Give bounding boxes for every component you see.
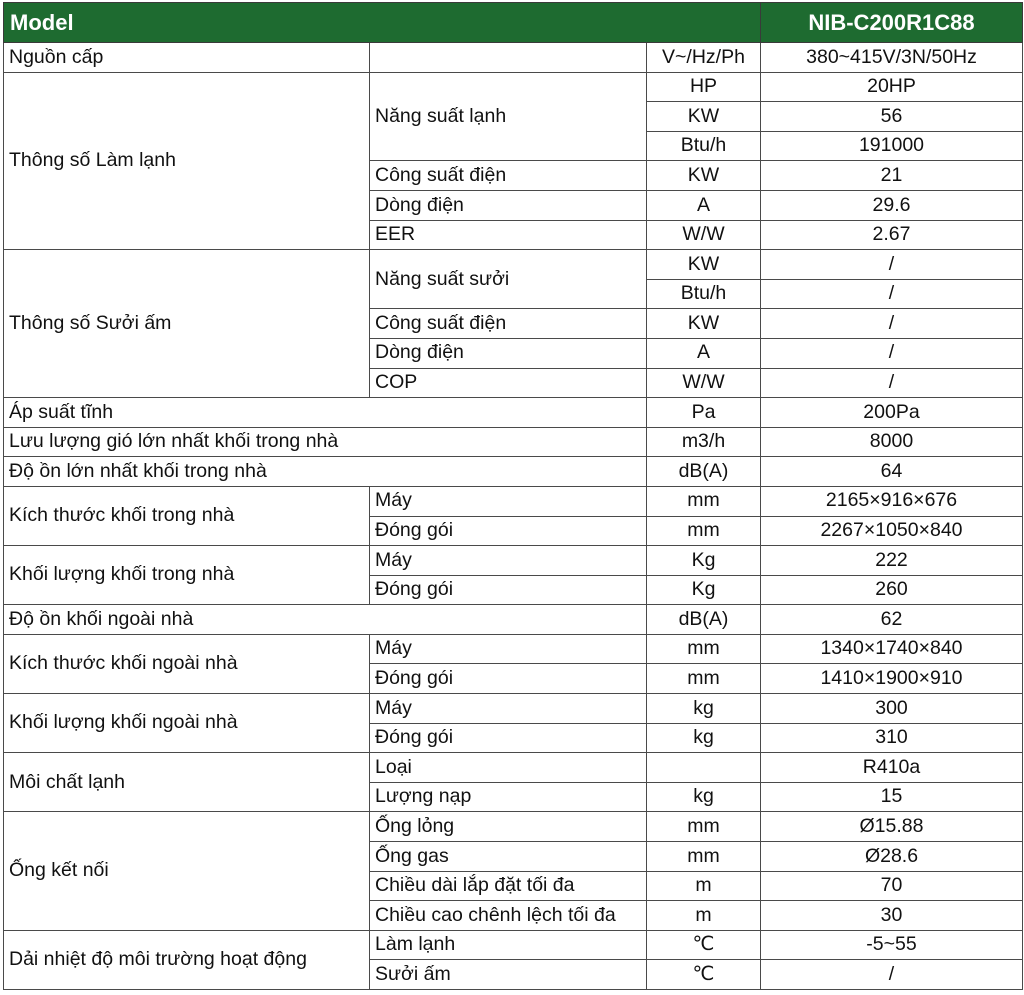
sub-label: Máy	[370, 546, 647, 576]
unit-cell: Pa	[647, 398, 761, 428]
empty-cell	[370, 43, 647, 73]
value-cell: 29.6	[761, 190, 1023, 220]
group-label: Môi chất lạnh	[4, 753, 370, 812]
value-cell: Ø15.88	[761, 812, 1023, 842]
sub-label: Làm lạnh	[370, 930, 647, 960]
unit-cell: mm	[647, 634, 761, 664]
spec-table	[3, 2, 1023, 990]
value-cell: R410a	[761, 753, 1023, 783]
unit-cell: mm	[647, 842, 761, 872]
value-cell: 70	[761, 871, 1023, 901]
unit-cell: kg	[647, 723, 761, 753]
group-label: Khối lượng khối trong nhà	[4, 546, 370, 605]
value-cell: /	[761, 960, 1023, 990]
value-cell: 222	[761, 546, 1023, 576]
table-row	[4, 43, 1023, 73]
value-cell: 20HP	[761, 72, 1023, 102]
unit-cell: KW	[647, 161, 761, 191]
sub-label: Đóng gói	[370, 664, 647, 694]
unit-cell	[647, 753, 761, 783]
value-cell: 2.67	[761, 220, 1023, 250]
table-row	[4, 457, 1023, 487]
unit-cell: kg	[647, 694, 761, 724]
unit-cell: Kg	[647, 575, 761, 605]
unit-cell: mm	[647, 812, 761, 842]
sub-label: Năng suất sưởi	[370, 250, 647, 309]
unit-cell: Btu/h	[647, 131, 761, 161]
value-cell: Ø28.6	[761, 842, 1023, 872]
model-label: Model	[4, 3, 761, 43]
sub-label: Đóng gói	[370, 723, 647, 753]
table-row	[4, 930, 1023, 960]
sub-label: Năng suất lạnh	[370, 72, 647, 161]
value-cell: 56	[761, 102, 1023, 132]
sub-label: Đóng gói	[370, 516, 647, 546]
value-cell: 1410×1900×910	[761, 664, 1023, 694]
sub-label: Máy	[370, 694, 647, 724]
unit-cell: m	[647, 871, 761, 901]
table-row	[4, 72, 1023, 102]
value-cell: /	[761, 368, 1023, 398]
sub-label: Máy	[370, 486, 647, 516]
table-row	[4, 546, 1023, 576]
value-cell: 2267×1050×840	[761, 516, 1023, 546]
group-label: Thông số Làm lạnh	[4, 72, 370, 250]
unit-cell: KW	[647, 102, 761, 132]
value-cell: 191000	[761, 131, 1023, 161]
unit-cell: KW	[647, 250, 761, 280]
value-cell: /	[761, 279, 1023, 309]
unit-cell: Btu/h	[647, 279, 761, 309]
sub-label: EER	[370, 220, 647, 250]
value-cell: 8000	[761, 427, 1023, 457]
value-cell: -5~55	[761, 930, 1023, 960]
sub-label: Công suất điện	[370, 161, 647, 191]
unit-cell: V~/Hz/Ph	[647, 43, 761, 73]
table-row	[4, 427, 1023, 457]
group-label: Dải nhiệt độ môi trường hoạt động	[4, 930, 370, 989]
value-cell: 310	[761, 723, 1023, 753]
unit-cell: mm	[647, 486, 761, 516]
sub-label: Sưởi ấm	[370, 960, 647, 990]
table-row	[4, 812, 1023, 842]
table-row	[4, 694, 1023, 724]
row-label: Độ ồn lớn nhất khối trong nhà	[4, 457, 647, 487]
unit-cell: kg	[647, 782, 761, 812]
sub-label: Chiều dài lắp đặt tối đa	[370, 871, 647, 901]
unit-cell: m3/h	[647, 427, 761, 457]
value-cell: 260	[761, 575, 1023, 605]
unit-cell: dB(A)	[647, 605, 761, 635]
value-cell: 15	[761, 782, 1023, 812]
unit-cell: KW	[647, 309, 761, 339]
sub-label: Ống lỏng	[370, 812, 647, 842]
value-cell: /	[761, 309, 1023, 339]
sub-label: Công suất điện	[370, 309, 647, 339]
value-cell: 30	[761, 901, 1023, 931]
sub-label: Ống gas	[370, 842, 647, 872]
row-label: Áp suất tĩnh	[4, 398, 647, 428]
unit-cell: A	[647, 338, 761, 368]
unit-cell: A	[647, 190, 761, 220]
value-cell: 21	[761, 161, 1023, 191]
header-row	[4, 3, 1023, 43]
row-label: Lưu lượng gió lớn nhất khối trong nhà	[4, 427, 647, 457]
sub-label: Loại	[370, 753, 647, 783]
value-cell: 1340×1740×840	[761, 634, 1023, 664]
group-label: Kích thước khối ngoài nhà	[4, 634, 370, 693]
table-row	[4, 398, 1023, 428]
unit-cell: mm	[647, 516, 761, 546]
sub-label: Dòng điện	[370, 338, 647, 368]
unit-cell: ℃	[647, 960, 761, 990]
sub-label: Máy	[370, 634, 647, 664]
value-cell: 64	[761, 457, 1023, 487]
group-label: Khối lượng khối ngoài nhà	[4, 694, 370, 753]
unit-cell: HP	[647, 72, 761, 102]
sub-label: Đóng gói	[370, 575, 647, 605]
group-label: Kích thước khối trong nhà	[4, 486, 370, 545]
sub-label: Chiều cao chênh lệch tối đa	[370, 901, 647, 931]
group-label: Ống kết nối	[4, 812, 370, 930]
table-row	[4, 634, 1023, 664]
table-row	[4, 486, 1023, 516]
table-row	[4, 753, 1023, 783]
value-cell: 200Pa	[761, 398, 1023, 428]
model-code: NIB-C200R1C88	[761, 3, 1023, 43]
value-cell: 380~415V/3N/50Hz	[761, 43, 1023, 73]
group-label: Thông số Sưởi ấm	[4, 250, 370, 398]
unit-cell: Kg	[647, 546, 761, 576]
value-cell: 2165×916×676	[761, 486, 1023, 516]
value-cell: 62	[761, 605, 1023, 635]
sub-label: Dòng điện	[370, 190, 647, 220]
row-label: Độ ồn khối ngoài nhà	[4, 605, 647, 635]
unit-cell: m	[647, 901, 761, 931]
sub-label: Lượng nạp	[370, 782, 647, 812]
sub-label: COP	[370, 368, 647, 398]
value-cell: /	[761, 250, 1023, 280]
value-cell: /	[761, 338, 1023, 368]
unit-cell: dB(A)	[647, 457, 761, 487]
unit-cell: mm	[647, 664, 761, 694]
unit-cell: W/W	[647, 220, 761, 250]
row-label: Nguồn cấp	[4, 43, 370, 73]
unit-cell: ℃	[647, 930, 761, 960]
unit-cell: W/W	[647, 368, 761, 398]
table-row	[4, 605, 1023, 635]
table-row	[4, 250, 1023, 280]
value-cell: 300	[761, 694, 1023, 724]
